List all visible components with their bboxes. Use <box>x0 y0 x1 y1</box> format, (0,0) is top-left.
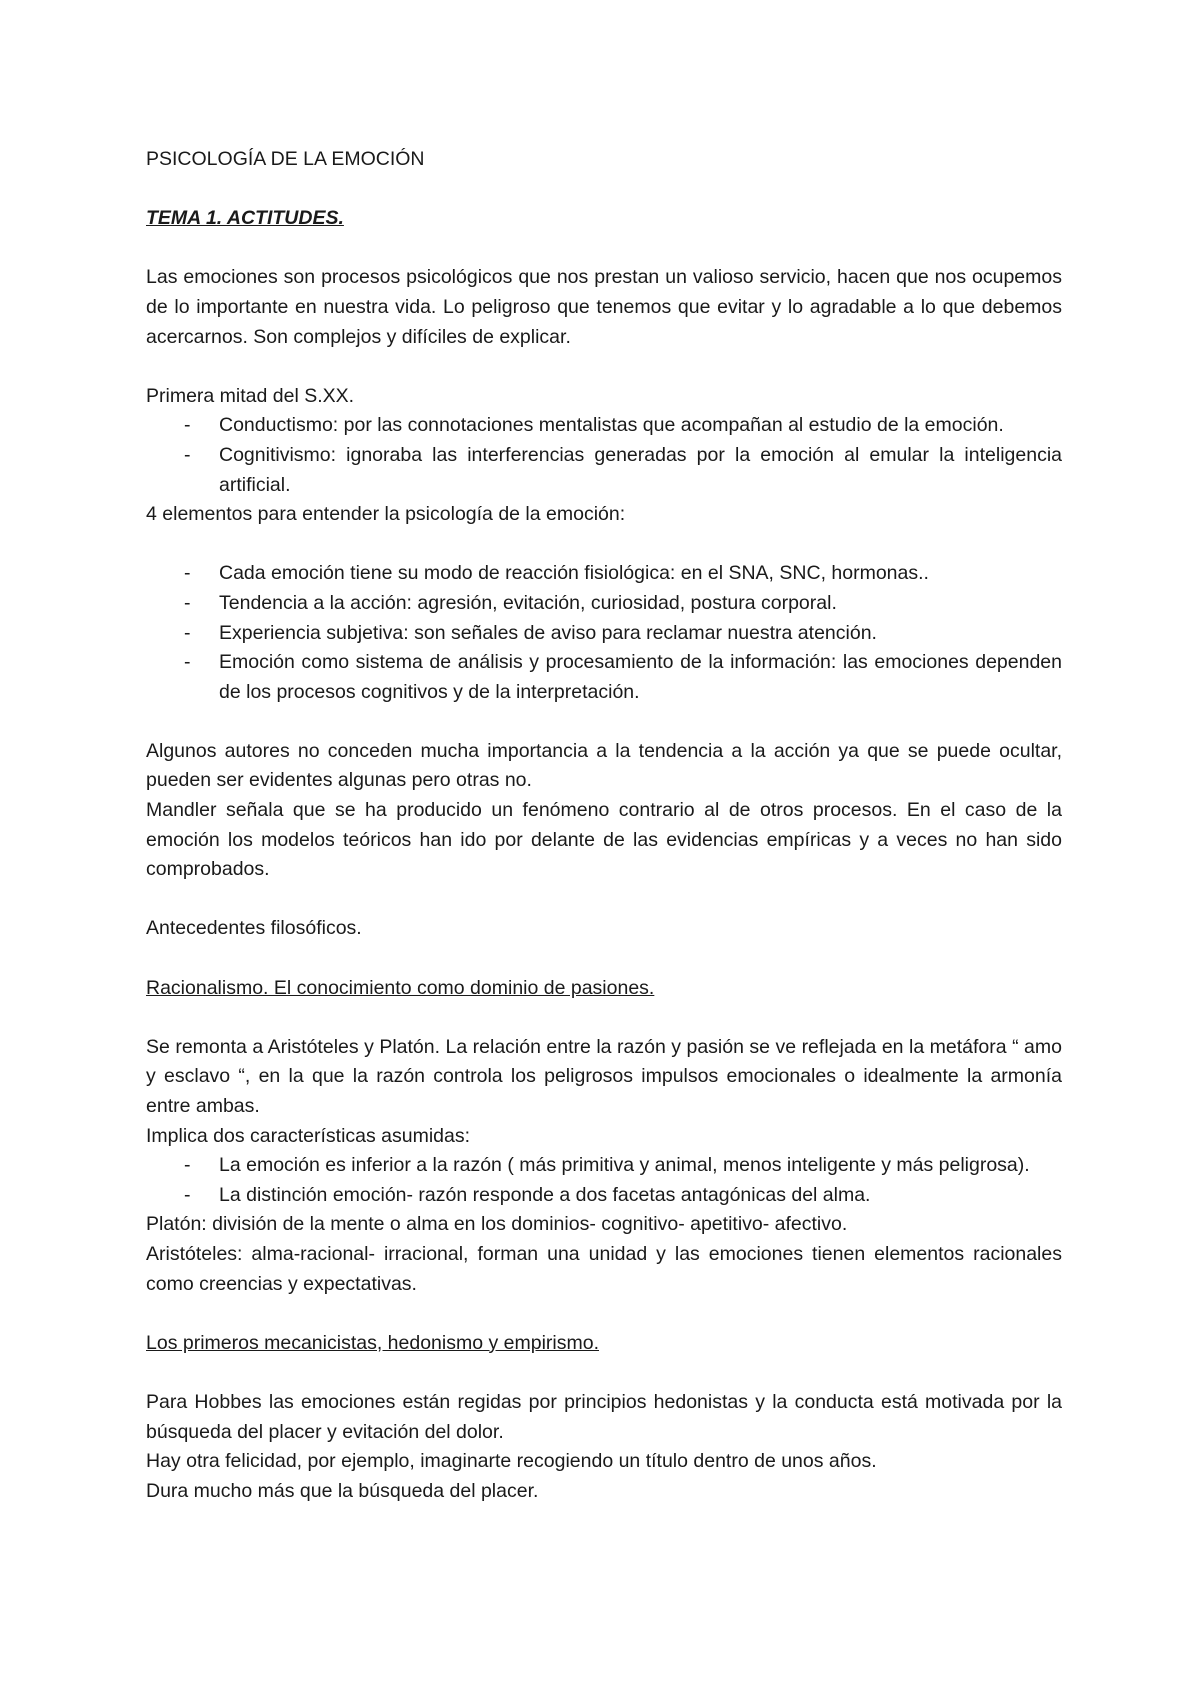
hobbes-paragraph: Para Hobbes las emociones están regidas por principios hedonistas y la conducta está motivada por la búsqueda del placer y evitación del dolor. <box>146 1390 1062 1443</box>
racionalismo-paragraph: Se remonta a Aristóteles y Platón. La relación entre la razón y pasión se ve reflejada en la metáfora “ amo y esclavo “, en la que la razón controla los peligrosos impulsos emocionales o idealmente la armonía entre ambas. <box>146 1035 1062 1117</box>
felicidad-line: Hay otra felicidad, por ejemplo, imaginarte recogiendo un título dentro de unos años. <box>146 1450 877 1473</box>
platon-line: Platón: división de la mente o alma en los dominios- cognitivo- apetitivo- afectivo. <box>146 1213 848 1236</box>
list-item: - La distinción emoción- razón responde a dos facetas antagónicas del alma. <box>146 1181 1062 1211</box>
racionalismo-lead: Implica dos características asumidas: <box>146 1124 471 1147</box>
spacer <box>146 352 1062 382</box>
racionalismo-list <box>146 1151 1062 1210</box>
list-item: - Conductismo: por las connotaciones mentalistas que acompañan al estudio de la emoción. <box>146 411 1062 441</box>
document-title: PSICOLOGÍA DE LA EMOCIÓN <box>146 148 425 170</box>
racionalismo-heading: Racionalismo. El conocimiento como dominio de pasiones. <box>146 976 655 999</box>
section1-lead: Primera mitad del S.XX. <box>146 384 355 407</box>
topic-heading: TEMA 1. ACTITUDES. <box>146 207 344 230</box>
list-item: - Experiencia subjetiva: son señales de aviso para reclamar nuestra atención. <box>146 619 1062 649</box>
spacer <box>146 707 1062 737</box>
spacer <box>146 175 1062 205</box>
aristoteles-paragraph: Aristóteles: alma-racional- irracional, forman una unidad y las emociones tienen elementos racionales como creencias y expectativas. <box>146 1242 1062 1295</box>
antecedentes-line: Antecedentes filosóficos. <box>146 917 362 940</box>
list-item: - Cada emoción tiene su modo de reacción fisiológica: en el SNA, SNC, hormonas.. <box>146 559 1062 589</box>
mandler-paragraph: Mandler señala que se ha producido un fenómeno contrario al de otros procesos. En el caso de la emoción los modelos teóricos han ido por delante de las evidencias empíricas y a veces no han sido comprobados. <box>146 799 1062 881</box>
spacer <box>146 944 1062 974</box>
spacer <box>146 1003 1062 1033</box>
intro-paragraph: Las emociones son procesos psicológicos que nos prestan un valioso servicio, hacen que nos ocupemos de lo importante en nuestra vida. Lo peligroso que tenemos que evitar y lo agradable a lo que debemos acercarnos. Son complejos y difíciles de explicar. <box>146 266 1062 348</box>
spacer <box>146 1299 1062 1329</box>
autores-paragraph: Algunos autores no conceden mucha importancia a la tendencia a la acción ya que se puede ocultar, pueden ser evidentes algunas pero otras no. <box>146 739 1062 792</box>
section2-lead: 4 elementos para entender la psicología de la emoción: <box>146 503 626 526</box>
mecanicistas-heading: Los primeros mecanicistas, hedonismo y empirismo. <box>146 1331 599 1354</box>
placer-line: Dura mucho más que la búsqueda del placer. <box>146 1479 539 1502</box>
spacer <box>146 234 1062 264</box>
spacer <box>146 530 1062 560</box>
list-item: - Emoción como sistema de análisis y procesamiento de la información: las emociones dependen de los procesos cognitivos y de la interpretación. <box>146 648 1062 707</box>
list-item: - La emoción es inferior a la razón ( más primitiva y animal, menos inteligente y más peligrosa). <box>146 1151 1062 1181</box>
section2-list <box>146 559 1062 707</box>
list-item: - Tendencia a la acción: agresión, evitación, curiosidad, postura corporal. <box>146 589 1062 619</box>
spacer <box>146 885 1062 915</box>
section1-list <box>146 411 1062 500</box>
list-item: - Cognitivismo: ignoraba las interferencias generadas por la emoción al emular la inteligencia artificial. <box>146 441 1062 500</box>
spacer <box>146 1358 1062 1388</box>
document-page <box>146 145 1062 1506</box>
